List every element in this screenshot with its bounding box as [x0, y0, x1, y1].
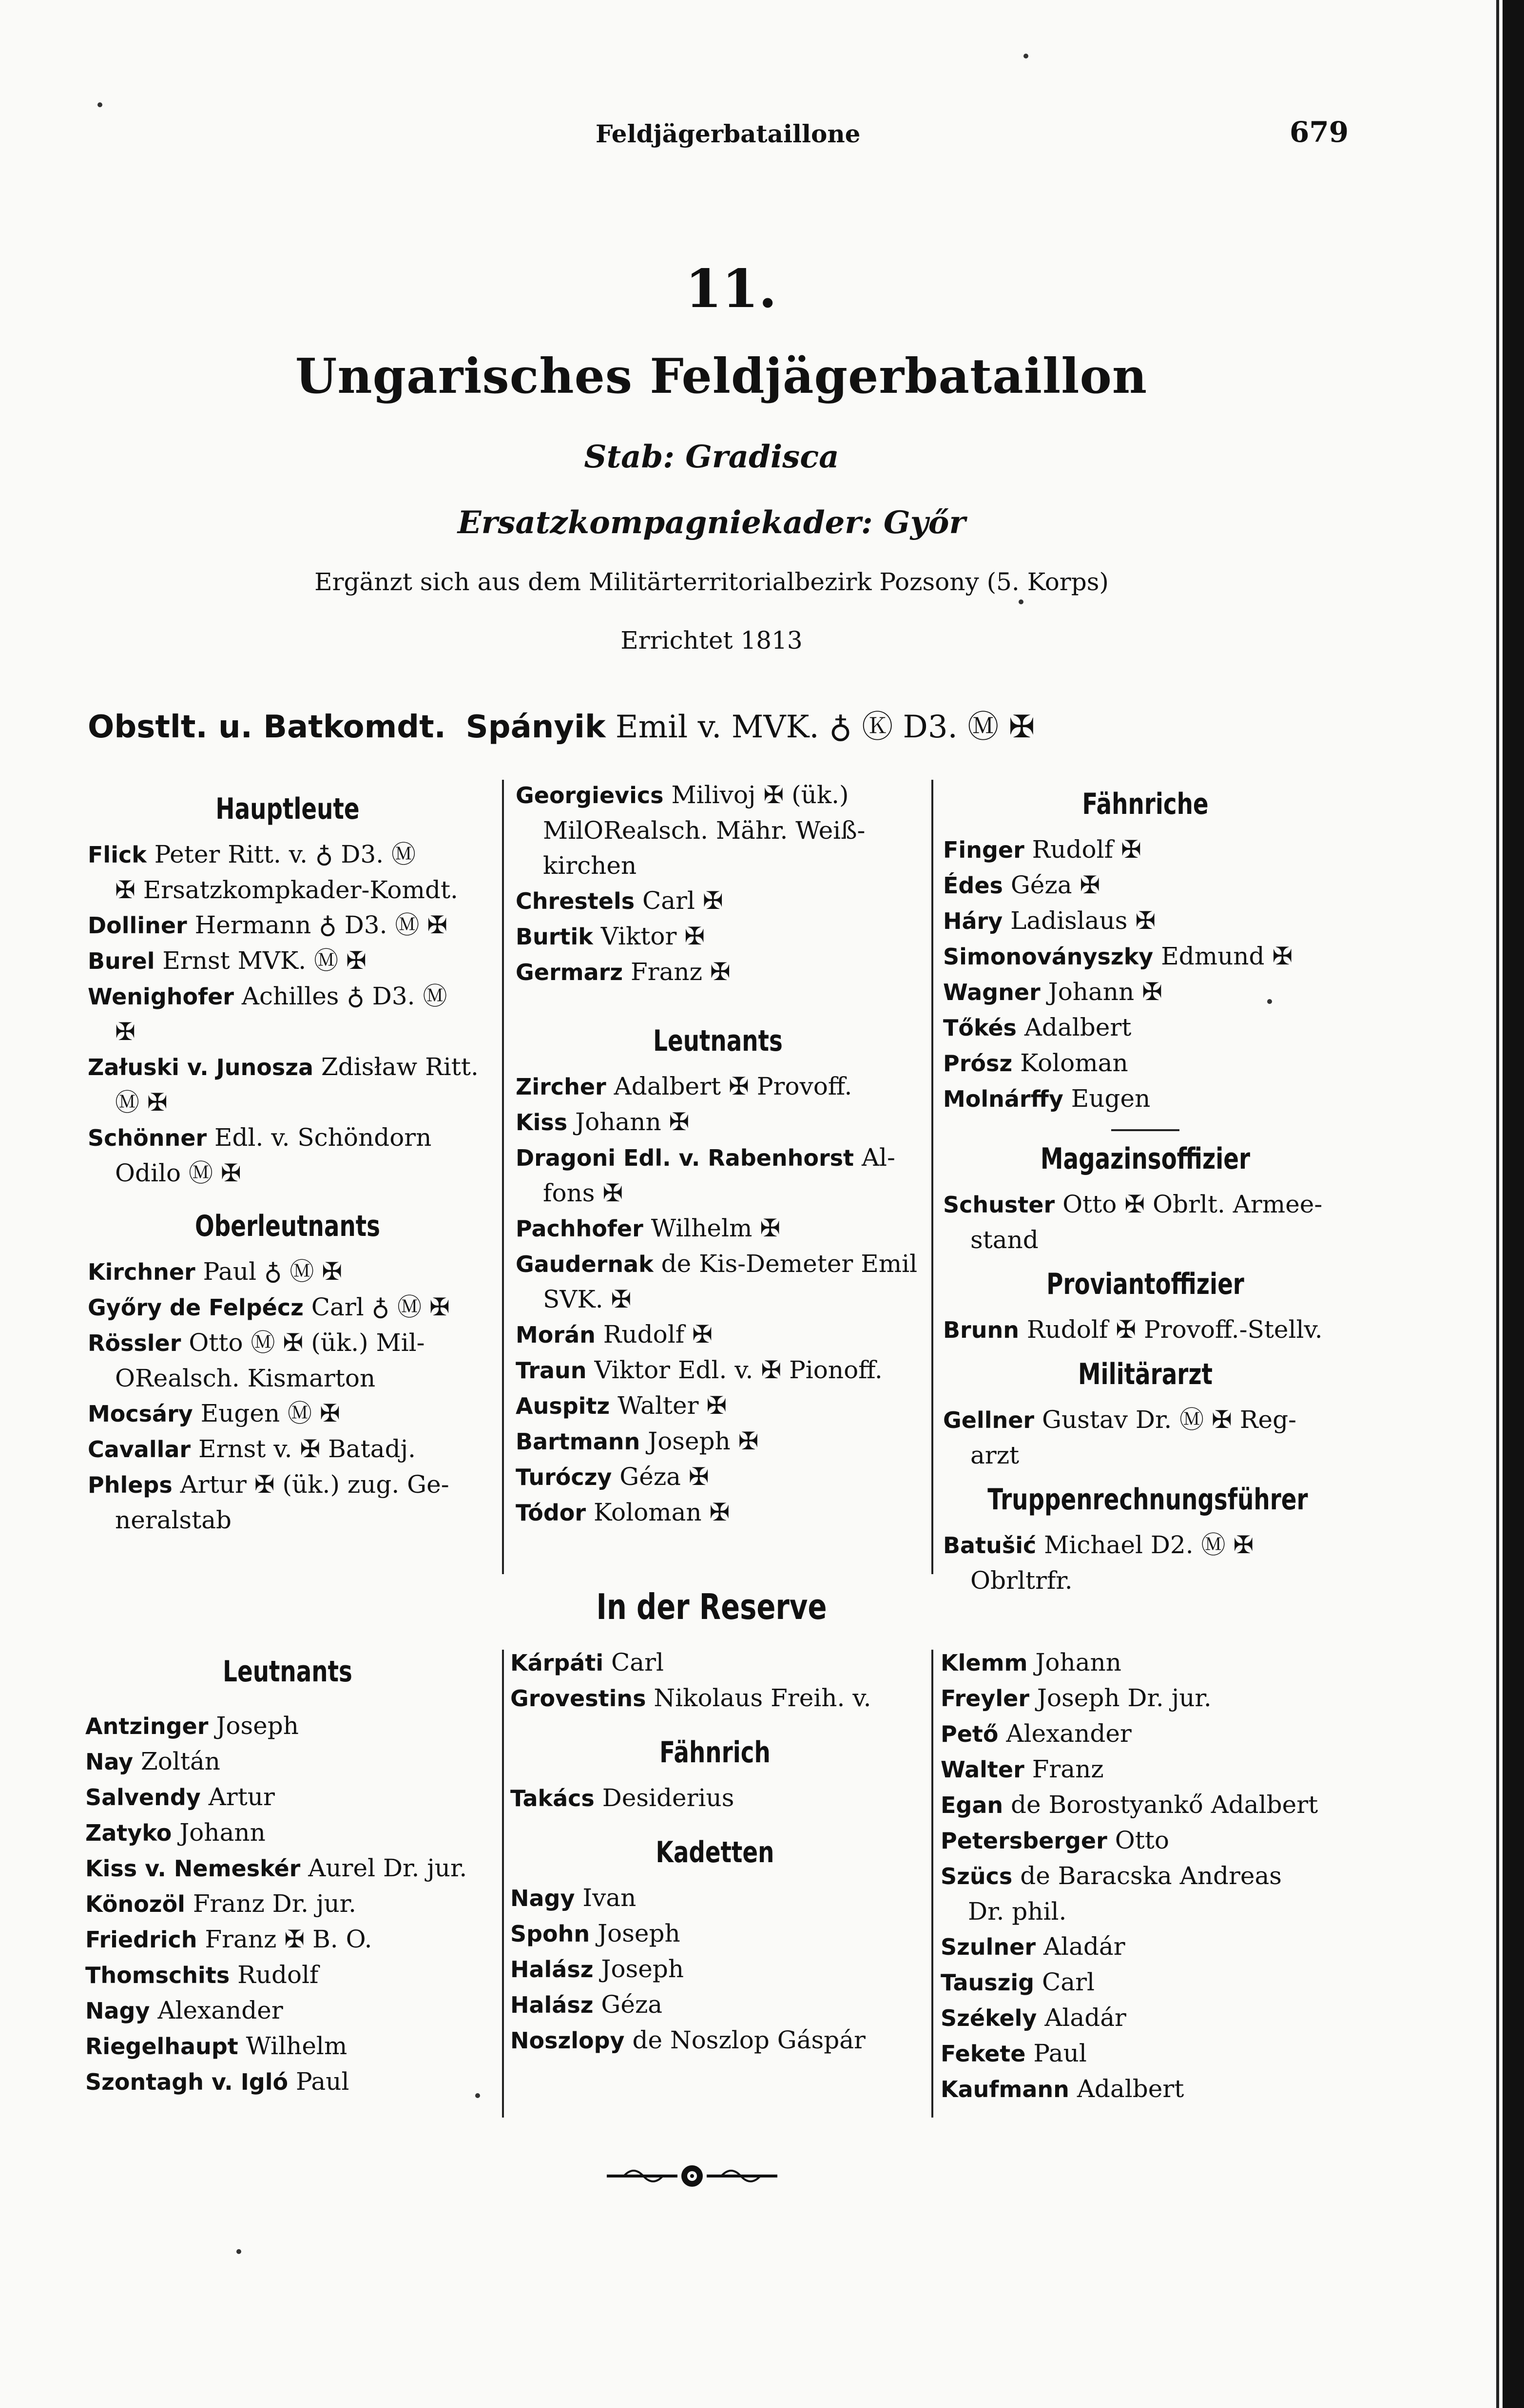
entry-details: Walter ✠ [617, 1391, 727, 1420]
entry-details: Al- [861, 1143, 895, 1172]
column-divider-1 [502, 780, 504, 1574]
scan-speck [475, 2093, 480, 2098]
commander-name: Spányik [465, 709, 606, 745]
list-entry [516, 919, 920, 954]
entry-surname: Brunn [943, 1317, 1019, 1343]
entry-surname: Chrestels [516, 888, 635, 914]
list-entry [516, 1317, 920, 1352]
entry-surname: Tőkés [943, 1015, 1017, 1041]
heading-fahnriche: Fähnriche [1082, 787, 1209, 821]
list-entry [88, 979, 487, 1049]
list-entry [943, 1402, 1348, 1473]
entry-details: Wilhelm [246, 2032, 347, 2060]
entry-details: Adalbert ✠ Provoff. [614, 1072, 852, 1100]
entry-continuation: Dr. phil. [968, 1897, 1067, 1926]
entry-surname: Auspitz [516, 1393, 610, 1419]
entry-continuation: ORealsch. Kismarton [115, 1364, 376, 1392]
list-entry [88, 907, 487, 943]
list-entry [516, 1424, 920, 1459]
entry-surname: Nay [85, 1749, 134, 1775]
entry-surname: Kiss [516, 1109, 568, 1136]
entry-surname: Szulner [941, 1934, 1036, 1960]
entry-details: Ernst MVK. Ⓜ ✠ [162, 946, 367, 975]
list-entry [85, 1850, 490, 1886]
heading-militararzt: Militärarzt [1078, 1357, 1213, 1391]
entry-surname: Spohn [510, 1921, 590, 1947]
list-entry [516, 1140, 920, 1211]
list-entry [943, 903, 1348, 939]
entry-details: Edmund ✠ [1161, 942, 1293, 970]
entry-details: Alexander [157, 1996, 283, 2024]
entry-surname: Freyler [941, 1685, 1030, 1712]
list-entry [941, 1823, 1350, 1858]
entry-surname: Halász [510, 1956, 594, 1983]
entry-details: de Kis-Demeter Emil [661, 1250, 918, 1278]
entry-surname: Halász [510, 1992, 594, 2018]
entry-details: Aladár [1044, 2003, 1126, 2032]
heading-fahnrich: Fähnrich [659, 1735, 771, 1770]
entry-surname: Georgievics [516, 782, 664, 809]
running-head: Feldjägerbataillone [596, 119, 861, 148]
column-2 [516, 777, 920, 1530]
entry-surname: Noszlopy [510, 2027, 625, 2054]
entry-details: Otto Ⓜ ✠ (ük.) Mil- [189, 1329, 425, 1357]
entry-surname: Tauszig [941, 1969, 1035, 1996]
list-entry [88, 1325, 487, 1396]
entry-continuation: fons ✠ [543, 1179, 623, 1207]
entry-details: Koloman [1020, 1049, 1128, 1077]
entry-details: Rudolf [237, 1961, 319, 1989]
heading-kadetten: Kadetten [656, 1835, 774, 1869]
entry-details: Viktor ✠ [600, 922, 705, 950]
reserve-column-2 [510, 1645, 920, 2058]
entry-surname: Takács [510, 1785, 595, 1811]
entry-surname: Simonoványszky [943, 944, 1154, 970]
entry-details: Otto ✠ Obrlt. Armee- [1062, 1190, 1323, 1218]
entry-details: Ernst v. ✠ Batadj. [198, 1435, 416, 1463]
errichtet-line: Errichtet 1813 [620, 626, 803, 655]
entry-details: Viktor Edl. v. ✠ Pionoff. [594, 1356, 883, 1384]
entry-details: Carl ♁ Ⓜ ✠ [311, 1293, 450, 1321]
entry-details: Milivoj ✠ (ük.) [671, 781, 849, 809]
entry-surname: Zircher [516, 1074, 606, 1100]
entry-details: Zdisław Ritt. [321, 1053, 479, 1081]
list-entry [943, 1010, 1348, 1045]
list-entry [88, 1254, 487, 1290]
scan-speck [1023, 54, 1028, 58]
entry-details: Edl. v. Schöndorn [214, 1123, 432, 1152]
list-entry [943, 939, 1348, 974]
entry-surname: Batušić [943, 1532, 1037, 1559]
entry-details: de Borostyankő Adalbert [1011, 1791, 1318, 1819]
page-number: 679 [1290, 116, 1349, 149]
list-entry [88, 837, 487, 907]
list-entry [516, 1388, 920, 1424]
list-entry [88, 1120, 487, 1191]
entry-surname: Egan [941, 1792, 1003, 1818]
entry-surname: Dragoni Edl. v. Rabenhorst [516, 1145, 854, 1171]
reserve-divider-2 [931, 1650, 933, 2118]
entry-surname: Háry [943, 908, 1003, 934]
entry-details: Nikolaus Freih. v. [654, 1684, 871, 1712]
list-entry [941, 1752, 1350, 1787]
entry-surname: Załuski v. Junosza [88, 1054, 314, 1080]
entry-surname: Burel [88, 948, 155, 974]
heading-reserve-leutnants: Leutnants [223, 1655, 352, 1689]
commander-line [88, 702, 1035, 747]
entry-details: Franz [1032, 1755, 1104, 1783]
entry-surname: Petersberger [941, 1828, 1107, 1854]
stab-line: Stab: Gradisca [584, 439, 839, 475]
list-entry [516, 1104, 920, 1140]
entry-surname: Fekete [941, 2041, 1026, 2067]
entry-details: Adalbert [1024, 1013, 1132, 1041]
reserve-col2-top-list [510, 1645, 920, 1716]
entry-details: Franz Dr. jur. [193, 1889, 356, 1918]
entry-details: Joseph ✠ [648, 1427, 759, 1455]
entry-details: Rudolf ✠ [603, 1320, 713, 1348]
list-entry [943, 974, 1348, 1010]
entry-details: Eugen [1071, 1084, 1151, 1113]
entry-continuation: ✠ Ersatzkompkader-Komdt. [115, 876, 458, 904]
list-entry [941, 1858, 1350, 1929]
entry-details: Carl [1042, 1968, 1095, 1996]
scan-border [1503, 0, 1524, 2408]
arzt-list [943, 1402, 1348, 1473]
entry-details: Aladár [1043, 1932, 1125, 1961]
scan-speck [97, 102, 102, 107]
column-3 [943, 787, 1348, 1598]
entry-details: Joseph [601, 1955, 684, 1983]
scan-speck [1267, 999, 1272, 1004]
page-edge-line [1496, 0, 1499, 2408]
list-entry [516, 1211, 920, 1246]
reserve-col3-list [941, 1645, 1350, 2107]
entry-details: Johann [1035, 1648, 1121, 1676]
entry-surname: Turóczy [516, 1464, 612, 1490]
list-entry [941, 1645, 1350, 1680]
entry-surname: Gellner [943, 1407, 1035, 1433]
commander-details: Emil v. MVK. ♁ Ⓚ D3. Ⓜ ✠ [615, 709, 1035, 745]
entry-details: Hermann ♁ D3. Ⓜ ✠ [194, 911, 448, 939]
list-entry [943, 1045, 1348, 1081]
entry-details: de Baracska Andreas [1020, 1862, 1282, 1890]
list-entry [85, 1708, 490, 1744]
entry-surname: Prósz [943, 1050, 1013, 1077]
list-entry [941, 1680, 1350, 1716]
entry-details: Achilles ♁ D3. Ⓜ [241, 982, 447, 1010]
hauptleute-list [88, 837, 487, 1191]
entry-details: Alexander [1006, 1719, 1132, 1748]
entry-continuation: stand [970, 1226, 1039, 1254]
entry-surname: Salvendy [85, 1784, 201, 1811]
heading-truppenrechnungsfuhrer: Truppenrechnungsführer [987, 1483, 1308, 1517]
entry-surname: Phleps [88, 1472, 173, 1498]
entry-surname: Friedrich [85, 1926, 197, 1953]
entry-surname: Nagy [510, 1885, 575, 1911]
list-entry [510, 1880, 920, 1916]
proviant-list [943, 1312, 1348, 1348]
list-entry [510, 1987, 920, 2023]
entry-surname: Gaudernak [516, 1251, 654, 1277]
entry-surname: Nagy [85, 1998, 150, 2024]
list-entry [510, 1780, 920, 1816]
list-entry [88, 943, 487, 979]
entry-surname: Flick [88, 842, 147, 868]
list-entry [510, 1680, 920, 1716]
entry-surname: Győry de Felpécz [88, 1294, 304, 1321]
list-entry [510, 1916, 920, 1951]
entry-surname: Germarz [516, 959, 623, 985]
entry-details: Johann [179, 1818, 266, 1847]
ersatz-line: Ersatzkompagniekader: Győr [457, 504, 966, 541]
entry-details: Artur ✠ (ük.) zug. Ge- [180, 1470, 449, 1499]
entry-continuation: arzt [970, 1441, 1020, 1469]
entry-surname: Wagner [943, 979, 1041, 1005]
entry-details: Desiderius [602, 1784, 734, 1812]
entry-surname: Bartmann [516, 1428, 640, 1455]
list-entry [516, 954, 920, 990]
entry-surname: Finger [943, 837, 1024, 863]
entry-details: Johann ✠ [1048, 978, 1162, 1006]
entry-surname: Antzinger [85, 1713, 209, 1739]
unit-title: Ungarisches Feldjägerbataillon [295, 348, 1148, 405]
unit-number: 11. [685, 258, 777, 320]
entry-surname: Szontagh v. Igló [85, 2069, 289, 2095]
scan-speck [1019, 599, 1023, 604]
commander-rank: Obstlt. u. Batkomdt. [88, 709, 446, 745]
entry-details: de Noszlop Gáspár [632, 2026, 866, 2054]
entry-surname: Mocsáry [88, 1401, 193, 1427]
heading-leutnants: Leutnants [653, 1024, 783, 1058]
entry-continuation: ✠ [115, 1018, 135, 1046]
entry-surname: Traun [516, 1357, 587, 1384]
reserve-leutnants-list [85, 1708, 490, 2100]
entry-details: Carl ✠ [642, 886, 723, 915]
entry-surname: Pető [941, 1721, 999, 1747]
list-entry [516, 1495, 920, 1530]
entry-surname: Pachhofer [516, 1215, 643, 1242]
list-entry [941, 2000, 1350, 2036]
entry-details: Franz ✠ [630, 958, 731, 986]
list-entry [516, 1352, 920, 1388]
entry-details: Joseph [216, 1712, 299, 1740]
kadetten-list [510, 1880, 920, 2058]
entry-continuation: Ⓜ ✠ [115, 1088, 168, 1117]
entry-details: Artur [208, 1783, 275, 1811]
reserve-column-1 [85, 1655, 490, 2100]
list-entry [943, 1312, 1348, 1348]
entry-details: Adalbert [1077, 2075, 1184, 2103]
entry-surname: Székely [941, 2005, 1037, 2031]
list-entry [941, 1929, 1350, 1965]
entry-surname: Dolliner [88, 912, 187, 939]
entry-surname: Thomschits [85, 1962, 230, 1988]
list-entry [510, 2023, 920, 2058]
column-divider-2 [931, 780, 933, 1574]
erganzt-line: Ergänzt sich aus dem Militärterritorialbezirk Pozsony (5. Korps) [314, 568, 1109, 596]
list-entry [941, 1787, 1350, 1823]
list-entry [85, 2064, 490, 2100]
entry-surname: Schuster [943, 1192, 1055, 1218]
entry-surname: Schönner [88, 1125, 207, 1151]
entry-surname: Rössler [88, 1330, 181, 1356]
list-entry [85, 1922, 490, 1957]
entry-surname: Zatyko [85, 1820, 172, 1846]
list-entry [941, 1965, 1350, 2000]
ornament-divider-icon [604, 2161, 780, 2191]
entry-surname: Molnárffy [943, 1086, 1063, 1112]
entry-surname: Kirchner [88, 1259, 195, 1285]
reserve-column-3 [941, 1645, 1350, 2107]
fahnriche-list [943, 832, 1348, 1117]
entry-details: Géza ✠ [619, 1463, 709, 1491]
entry-surname: Kárpáti [510, 1650, 604, 1676]
entry-continuation: neralstab [115, 1506, 232, 1534]
entry-surname: Riegelhaupt [85, 2033, 238, 2060]
entry-surname: Cavallar [88, 1436, 191, 1463]
entry-details: Joseph [598, 1919, 680, 1947]
entry-details: Rudolf ✠ Provoff.-Stellv. [1026, 1315, 1323, 1344]
list-entry [88, 1467, 487, 1538]
entry-details: Paul ♁ Ⓜ ✠ [203, 1257, 343, 1286]
entry-continuation: SVK. ✠ [543, 1285, 632, 1313]
entry-details: Paul [296, 2067, 349, 2096]
entry-details: Géza [601, 1990, 663, 2019]
entry-continuation: MilORealsch. Mähr. Weiß- [543, 816, 866, 845]
leutnants-list [516, 1069, 920, 1530]
entry-details: Zoltán [141, 1747, 220, 1775]
fahnrich-list [510, 1780, 920, 1816]
list-entry [510, 1645, 920, 1680]
entry-surname: Grovestins [510, 1685, 646, 1712]
list-entry [85, 2028, 490, 2064]
entry-surname: Könozöl [85, 1891, 185, 1917]
entry-surname: Walter [941, 1756, 1024, 1783]
entry-surname: Klemm [941, 1650, 1028, 1676]
column-1 [88, 792, 487, 1538]
entry-details: Joseph Dr. jur. [1037, 1684, 1212, 1712]
reserve-heading: In der Reserve [596, 1586, 827, 1627]
entry-details: Ladislaus ✠ [1010, 906, 1156, 935]
list-entry [88, 1049, 487, 1120]
entry-details: Koloman ✠ [594, 1498, 730, 1526]
list-entry [941, 2071, 1350, 2107]
list-entry [941, 1716, 1350, 1752]
heading-hauptleute: Hauptleute [215, 792, 360, 826]
entry-surname: Burtik [516, 924, 593, 950]
magazin-list [943, 1187, 1348, 1257]
reserve-divider-1 [502, 1650, 504, 2118]
entry-surname: Kiss v. Nemeskér [85, 1855, 301, 1882]
entry-details: Paul [1033, 2039, 1087, 2067]
entry-details: Michael D2. Ⓜ ✠ [1044, 1531, 1254, 1559]
list-entry [85, 1779, 490, 1815]
entry-surname: Morán [516, 1322, 596, 1348]
heading-magazinsoffizier: Magazinsoffizier [1040, 1142, 1251, 1176]
entry-details: Gustav Dr. Ⓜ ✠ Reg- [1042, 1406, 1296, 1434]
list-entry [943, 832, 1348, 867]
col2-top-list [516, 777, 920, 990]
entry-details: Franz ✠ B. O. [205, 1925, 372, 1953]
list-entry [943, 1187, 1348, 1257]
entry-details: Aurel Dr. jur. [308, 1854, 467, 1882]
entry-details: Otto [1115, 1826, 1169, 1854]
list-entry [85, 1886, 490, 1922]
list-entry [85, 1744, 490, 1779]
list-entry [516, 1246, 920, 1317]
entry-surname: Szücs [941, 1863, 1013, 1889]
entry-continuation: Odilo Ⓜ ✠ [115, 1159, 241, 1187]
entry-details: Carl [611, 1648, 664, 1676]
list-entry [943, 1081, 1348, 1117]
entry-surname: Wenighofer [88, 983, 234, 1010]
short-rule [1111, 1129, 1179, 1131]
list-entry [941, 2036, 1350, 2071]
list-entry [85, 1957, 490, 1993]
entry-surname: Kaufmann [941, 2076, 1069, 2102]
heading-proviantoffizier: Proviantoffizier [1046, 1267, 1244, 1301]
heading-oberleutnants: Oberleutnants [194, 1209, 381, 1243]
entry-details: Wilhelm ✠ [651, 1214, 781, 1242]
entry-surname: Édes [943, 872, 1003, 899]
list-entry [85, 1815, 490, 1850]
list-entry [516, 1069, 920, 1104]
list-entry [85, 1993, 490, 2028]
entry-details: Peter Ritt. v. ♁ D3. Ⓜ [154, 840, 416, 868]
entry-details: Eugen Ⓜ ✠ [200, 1399, 340, 1427]
entry-details: Rudolf ✠ [1032, 835, 1141, 864]
entry-details: Johann ✠ [575, 1108, 690, 1136]
list-entry [943, 867, 1348, 903]
list-entry [88, 1396, 487, 1431]
list-entry [516, 1459, 920, 1495]
entry-continuation: kirchen [543, 851, 637, 880]
list-entry [88, 1431, 487, 1467]
oberleutnants-list [88, 1254, 487, 1538]
entry-continuation: Obrltrfr. [970, 1566, 1073, 1595]
list-entry [88, 1290, 487, 1325]
list-entry [516, 777, 920, 883]
scan-speck [236, 2249, 241, 2254]
list-entry [510, 1951, 920, 1987]
entry-surname: Tódor [516, 1500, 586, 1526]
entry-details: Géza ✠ [1010, 871, 1100, 899]
list-entry [516, 883, 920, 919]
entry-details: Ivan [582, 1884, 637, 1912]
